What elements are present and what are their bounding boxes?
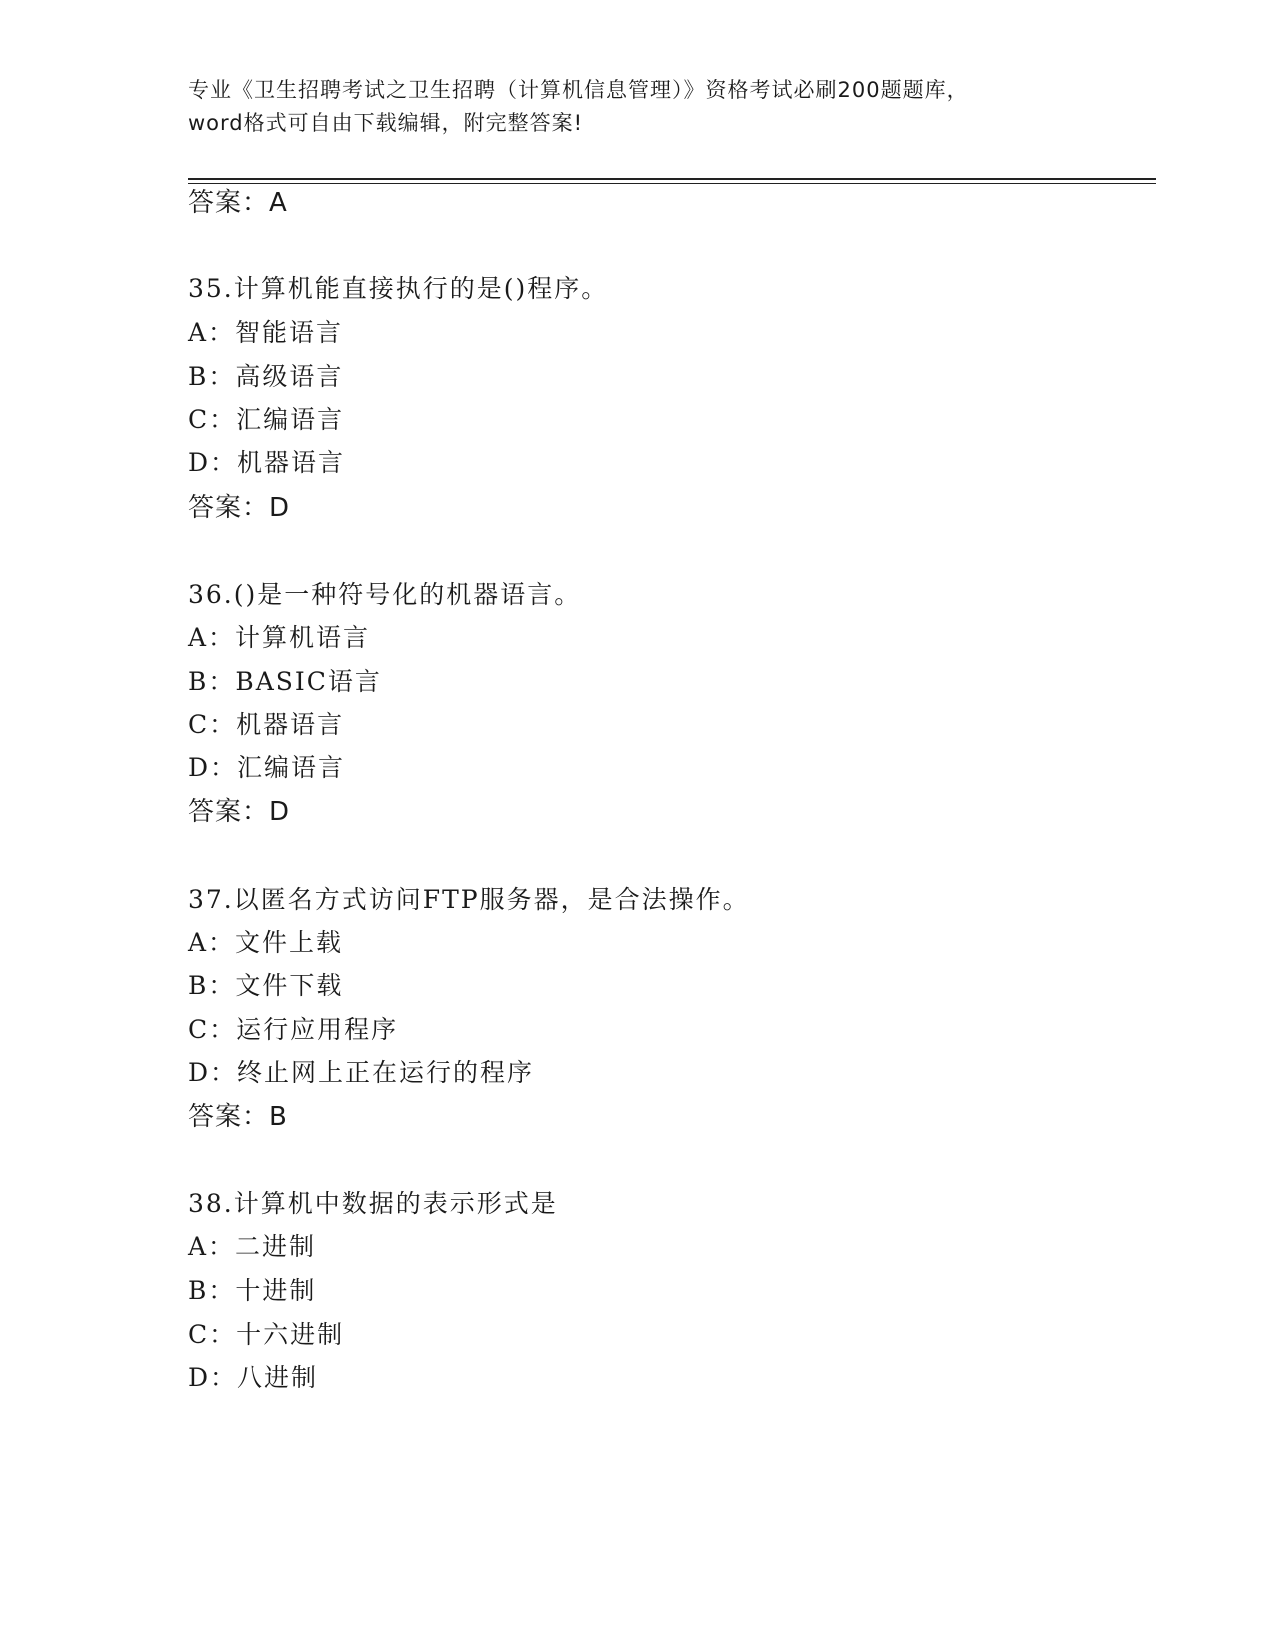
question-36-option-d: D：汇编语言: [188, 753, 346, 782]
question-38-option-a: A：二进制: [188, 1232, 317, 1261]
question-35-option-d: D：机器语言: [188, 448, 346, 477]
question-38-option-c: C：十六进制: [188, 1320, 345, 1349]
question-37-answer: 答案：B: [188, 1102, 288, 1132]
question-38-option-b: B：十进制: [188, 1276, 317, 1305]
question-37-option-a: A：文件上载: [188, 928, 344, 957]
header-title-line-1: 专业《卫生招聘考试之卫生招聘（计算机信息管理）》资格考试必刷200题题库，: [188, 78, 969, 102]
question-36-option-a: A：计算机语言: [188, 623, 371, 652]
question-35-answer: 答案：D: [188, 493, 291, 523]
question-35-option-c: C：汇编语言: [188, 405, 345, 434]
question-36-answer: 答案：D: [188, 797, 291, 827]
question-37-option-c: C：运行应用程序: [188, 1015, 399, 1044]
question-37-option-b: B：文件下载: [188, 971, 344, 1000]
question-36-option-b: B：BASIC语言: [188, 667, 382, 696]
header-divider-thick: [188, 178, 1156, 180]
question-38-stem: 38.计算机中数据的表示形式是: [188, 1189, 558, 1218]
header-title-line-2: word格式可自由下载编辑，附完整答案!: [188, 111, 584, 135]
question-37-option-d: D：终止网上正在运行的程序: [188, 1058, 535, 1087]
question-37-stem: 37.以匿名方式访问FTP服务器，是合法操作。: [188, 885, 750, 914]
question-35-stem: 35.计算机能直接执行的是()程序。: [188, 274, 609, 303]
question-35-option-b: B：高级语言: [188, 362, 344, 391]
question-35-option-a: A：智能语言: [188, 318, 344, 347]
question-36-option-c: C：机器语言: [188, 710, 345, 739]
question-36-stem: 36.()是一种符号化的机器语言。: [188, 580, 582, 609]
question-38-option-d: D：八进制: [188, 1363, 319, 1392]
answer-previous: 答案：A: [188, 188, 288, 218]
document-header: [188, 74, 1088, 140]
header-divider-thin: [188, 183, 1156, 184]
